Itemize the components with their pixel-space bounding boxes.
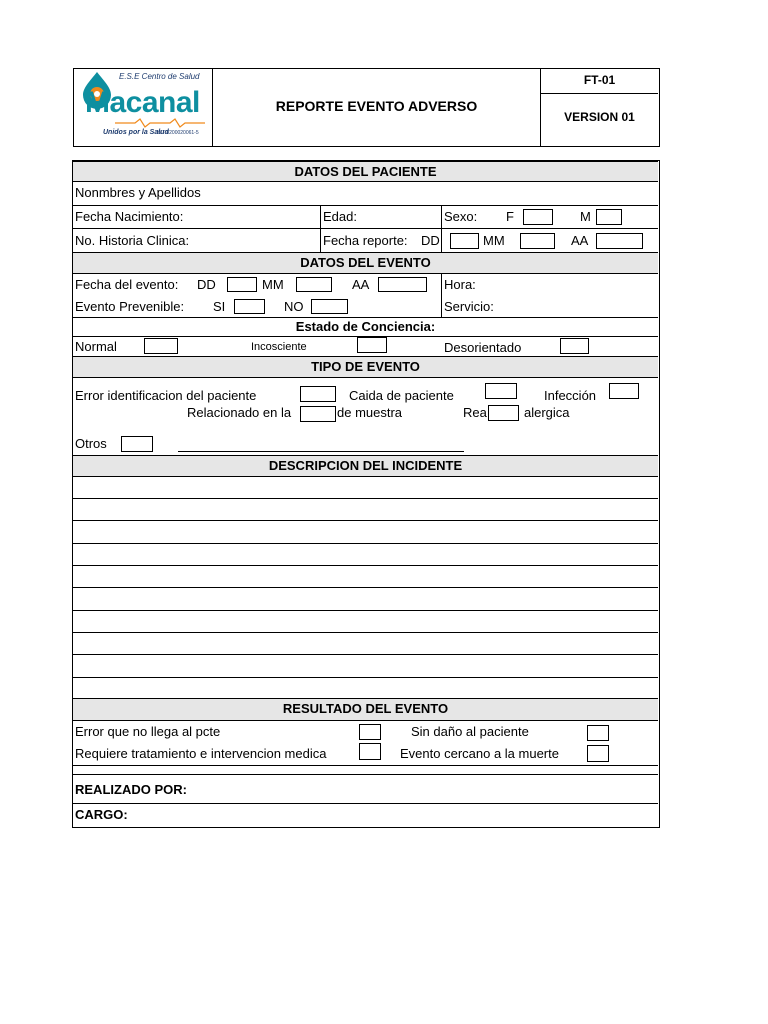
event-aa-label: AA bbox=[352, 277, 370, 292]
description-line[interactable] bbox=[73, 520, 658, 521]
row-line bbox=[73, 774, 658, 775]
event-mm-label: MM bbox=[262, 277, 284, 292]
event-mm-box[interactable] bbox=[296, 277, 332, 292]
col-line bbox=[441, 273, 442, 317]
reaction-box[interactable] bbox=[488, 405, 519, 421]
birth-date-label: Fecha Nacimiento: bbox=[75, 209, 184, 224]
others-box[interactable] bbox=[121, 436, 153, 452]
others-label: Otros bbox=[75, 436, 107, 451]
history-label: No. Historia Clinica: bbox=[75, 233, 190, 248]
description-line[interactable] bbox=[73, 498, 658, 499]
unconscious-box[interactable] bbox=[357, 337, 387, 353]
others-write-line[interactable] bbox=[178, 451, 464, 452]
document-version: VERSION 01 bbox=[564, 110, 635, 124]
patient-section-title: DATOS DEL PACIENTE bbox=[73, 161, 658, 182]
age-label: Edad: bbox=[323, 209, 357, 224]
patient-fall-label: Caida de paciente bbox=[349, 388, 454, 403]
sample-related-label-a: Relacionado en la bbox=[187, 405, 292, 420]
description-line[interactable] bbox=[73, 565, 658, 566]
unconscious-label: Incosciente bbox=[251, 341, 307, 353]
reaction-label-a: Rea bbox=[463, 405, 487, 420]
report-mm-label: MM bbox=[483, 233, 505, 248]
logo-heartbeat-icon bbox=[115, 118, 205, 128]
error-not-reaching-label: Error que no llega al pcte bbox=[75, 724, 221, 739]
preventable-label: Evento Prevenible: bbox=[75, 299, 185, 314]
sex-m-checkbox[interactable] bbox=[596, 209, 622, 225]
logo-brand: Macanal bbox=[85, 86, 200, 119]
requires-treatment-box[interactable] bbox=[359, 743, 381, 760]
event-section-title: DATOS DEL EVENTO bbox=[73, 252, 658, 274]
sample-related-box[interactable] bbox=[300, 406, 336, 422]
normal-label: Normal bbox=[75, 339, 117, 354]
report-mm-box[interactable] bbox=[520, 233, 555, 249]
logo-nit: NIT 8200020061-5 bbox=[157, 130, 199, 136]
report-dd-label: DD bbox=[421, 233, 440, 248]
report-date-label: Fecha reporte: bbox=[323, 233, 408, 248]
position-label: CARGO: bbox=[75, 807, 128, 822]
description-section-title: DESCRIPCION DEL INCIDENTE bbox=[73, 455, 658, 477]
description-line[interactable] bbox=[73, 654, 658, 655]
sex-f-checkbox[interactable] bbox=[523, 209, 553, 225]
no-harm-label: Sin daño al paciente bbox=[411, 724, 529, 739]
names-label: Nonmbres y Apellidos bbox=[75, 185, 201, 200]
patient-id-error-label: Error identificacion del paciente bbox=[75, 388, 257, 403]
sample-related-label-b: de muestra bbox=[337, 405, 403, 420]
report-aa-box[interactable] bbox=[596, 233, 643, 249]
page-title: REPORTE EVENTO ADVERSO bbox=[275, 98, 478, 114]
document-code: FT-01 bbox=[583, 73, 616, 87]
row-line bbox=[73, 228, 658, 229]
preventable-no-box[interactable] bbox=[311, 299, 348, 314]
reaction-label-b: alergica bbox=[524, 405, 570, 420]
description-line[interactable] bbox=[73, 610, 658, 611]
description-line[interactable] bbox=[73, 677, 658, 678]
logo bbox=[75, 70, 210, 144]
row-line bbox=[73, 205, 658, 206]
logo-tagline: Unidos por la Salud bbox=[103, 129, 169, 136]
row-line bbox=[73, 803, 658, 804]
preventable-no-label: NO bbox=[284, 299, 304, 314]
normal-box[interactable] bbox=[144, 338, 178, 354]
infection-box[interactable] bbox=[609, 383, 639, 399]
disoriented-label: Desorientado bbox=[444, 340, 522, 355]
description-line[interactable] bbox=[73, 587, 658, 588]
description-line[interactable] bbox=[73, 632, 658, 633]
report-aa-label: AA bbox=[571, 233, 589, 248]
row-line bbox=[73, 317, 658, 318]
preventable-yes-label: SI bbox=[213, 299, 226, 314]
preventable-yes-box[interactable] bbox=[234, 299, 265, 314]
logo-org-line: E.S.E Centro de Salud bbox=[119, 72, 200, 81]
sex-label: Sexo: bbox=[444, 209, 478, 224]
event-type-section-title: TIPO DE EVENTO bbox=[73, 356, 658, 378]
description-line[interactable] bbox=[73, 543, 658, 544]
patient-fall-box[interactable] bbox=[485, 383, 517, 399]
event-date-label: Fecha del evento: bbox=[75, 277, 179, 292]
no-harm-box[interactable] bbox=[587, 725, 609, 741]
service-label: Servicio: bbox=[444, 299, 494, 314]
event-dd-box[interactable] bbox=[227, 277, 257, 292]
error-not-reaching-box[interactable] bbox=[359, 724, 381, 740]
near-death-label: Evento cercano a la muerte bbox=[400, 746, 559, 761]
hour-label: Hora: bbox=[444, 277, 476, 292]
event-dd-label: DD bbox=[197, 277, 216, 292]
requires-treatment-label: Requiere tratamiento e intervencion medica bbox=[75, 746, 327, 761]
event-aa-box[interactable] bbox=[378, 277, 427, 292]
made-by-label: REALIZADO POR: bbox=[75, 782, 187, 797]
consciousness-title: Estado de Conciencia: bbox=[295, 319, 436, 334]
sex-f-label: F bbox=[506, 209, 514, 224]
result-section-title: RESULTADO DEL EVENTO bbox=[73, 698, 658, 721]
sex-m-label: M bbox=[580, 209, 591, 224]
disoriented-box[interactable] bbox=[560, 338, 589, 354]
near-death-box[interactable] bbox=[587, 745, 609, 762]
header-divider-code bbox=[540, 93, 658, 94]
report-dd-box[interactable] bbox=[450, 233, 479, 249]
row-line bbox=[73, 765, 658, 766]
infection-label: Infección bbox=[544, 388, 597, 403]
patient-id-error-box[interactable] bbox=[300, 386, 336, 402]
